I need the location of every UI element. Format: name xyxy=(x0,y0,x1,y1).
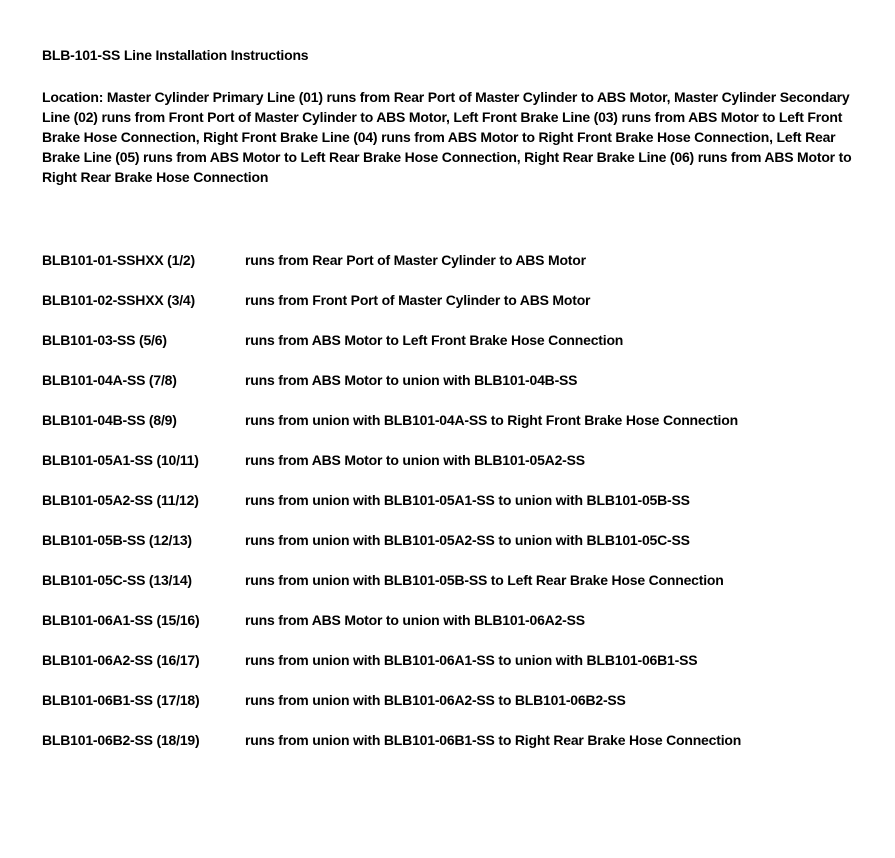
line-code: BLB101-05B-SS (12/13) xyxy=(42,532,192,548)
line-row xyxy=(42,330,853,350)
line-code: BLB101-05A1-SS (10/11) xyxy=(42,452,199,468)
line-code: BLB101-04A-SS (7/8) xyxy=(42,372,177,388)
location-paragraph: Location: Master Cylinder Primary Line (01) runs from Rear Port of Master Cylinder to ABS Motor, Master Cylinder Secondary Line (02) runs from Front Port of Master Cylinder to ABS Motor, Left Front Brake Line (03) runs from ABS Motor to Left Front Brake Hose Connection, Right Front Brake Line (04) runs from ABS Motor to Right Front Brake Hose Connection, Left Rear Brake Line (05) runs from ABS Motor to Left Rear Brake Hose Connection, Right Rear Brake Line (06) runs from ABS Motor to Right Rear Brake Hose Connection xyxy=(42,89,852,185)
line-row xyxy=(42,250,853,270)
line-row xyxy=(42,650,853,670)
line-row xyxy=(42,690,853,710)
line-code: BLB101-06B1-SS (17/18) xyxy=(42,692,200,708)
line-description: runs from ABS Motor to union with BLB101-06A2-SS xyxy=(245,612,585,628)
line-row xyxy=(42,290,853,310)
line-code: BLB101-06B2-SS (18/19) xyxy=(42,732,200,748)
line-row xyxy=(42,730,853,750)
line-description: runs from union with BLB101-05A2-SS to union with BLB101-05C-SS xyxy=(245,532,690,548)
line-code: BLB101-06A2-SS (16/17) xyxy=(42,652,200,668)
line-code: BLB101-03-SS (5/6) xyxy=(42,332,167,348)
line-description: runs from union with BLB101-06A2-SS to BLB101-06B2-SS xyxy=(245,692,626,708)
line-description: runs from union with BLB101-05B-SS to Left Rear Brake Hose Connection xyxy=(245,572,724,588)
line-description: runs from union with BLB101-06B1-SS to Right Rear Brake Hose Connection xyxy=(245,732,742,748)
line-description: runs from ABS Motor to union with BLB101-05A2-SS xyxy=(245,452,585,468)
line-description: runs from ABS Motor to union with BLB101-04B-SS xyxy=(245,372,578,388)
line-description: runs from union with BLB101-04A-SS to Right Front Brake Hose Connection xyxy=(245,412,738,428)
line-description: runs from Rear Port of Master Cylinder to ABS Motor xyxy=(245,252,586,268)
line-row xyxy=(42,370,853,390)
line-code: BLB101-05C-SS (13/14) xyxy=(42,572,192,588)
line-description: runs from union with BLB101-06A1-SS to union with BLB101-06B1-SS xyxy=(245,652,698,668)
line-description: runs from ABS Motor to Left Front Brake Hose Connection xyxy=(245,332,624,348)
line-code: BLB101-02-SSHXX (3/4) xyxy=(42,292,195,308)
line-code: BLB101-06A1-SS (15/16) xyxy=(42,612,200,628)
line-row xyxy=(42,450,853,470)
line-code: BLB101-01-SSHXX (1/2) xyxy=(42,252,195,268)
line-description: runs from union with BLB101-05A1-SS to union with BLB101-05B-SS xyxy=(245,492,690,508)
line-row xyxy=(42,570,853,590)
page-title: BLB-101-SS Line Installation Instructions xyxy=(42,47,309,63)
line-description: runs from Front Port of Master Cylinder to ABS Motor xyxy=(245,292,591,308)
line-row xyxy=(42,410,853,430)
line-row xyxy=(42,530,853,550)
line-row xyxy=(42,490,853,510)
line-code: BLB101-04B-SS (8/9) xyxy=(42,412,177,428)
line-code: BLB101-05A2-SS (11/12) xyxy=(42,492,199,508)
line-list xyxy=(42,250,853,750)
line-row xyxy=(42,610,853,630)
